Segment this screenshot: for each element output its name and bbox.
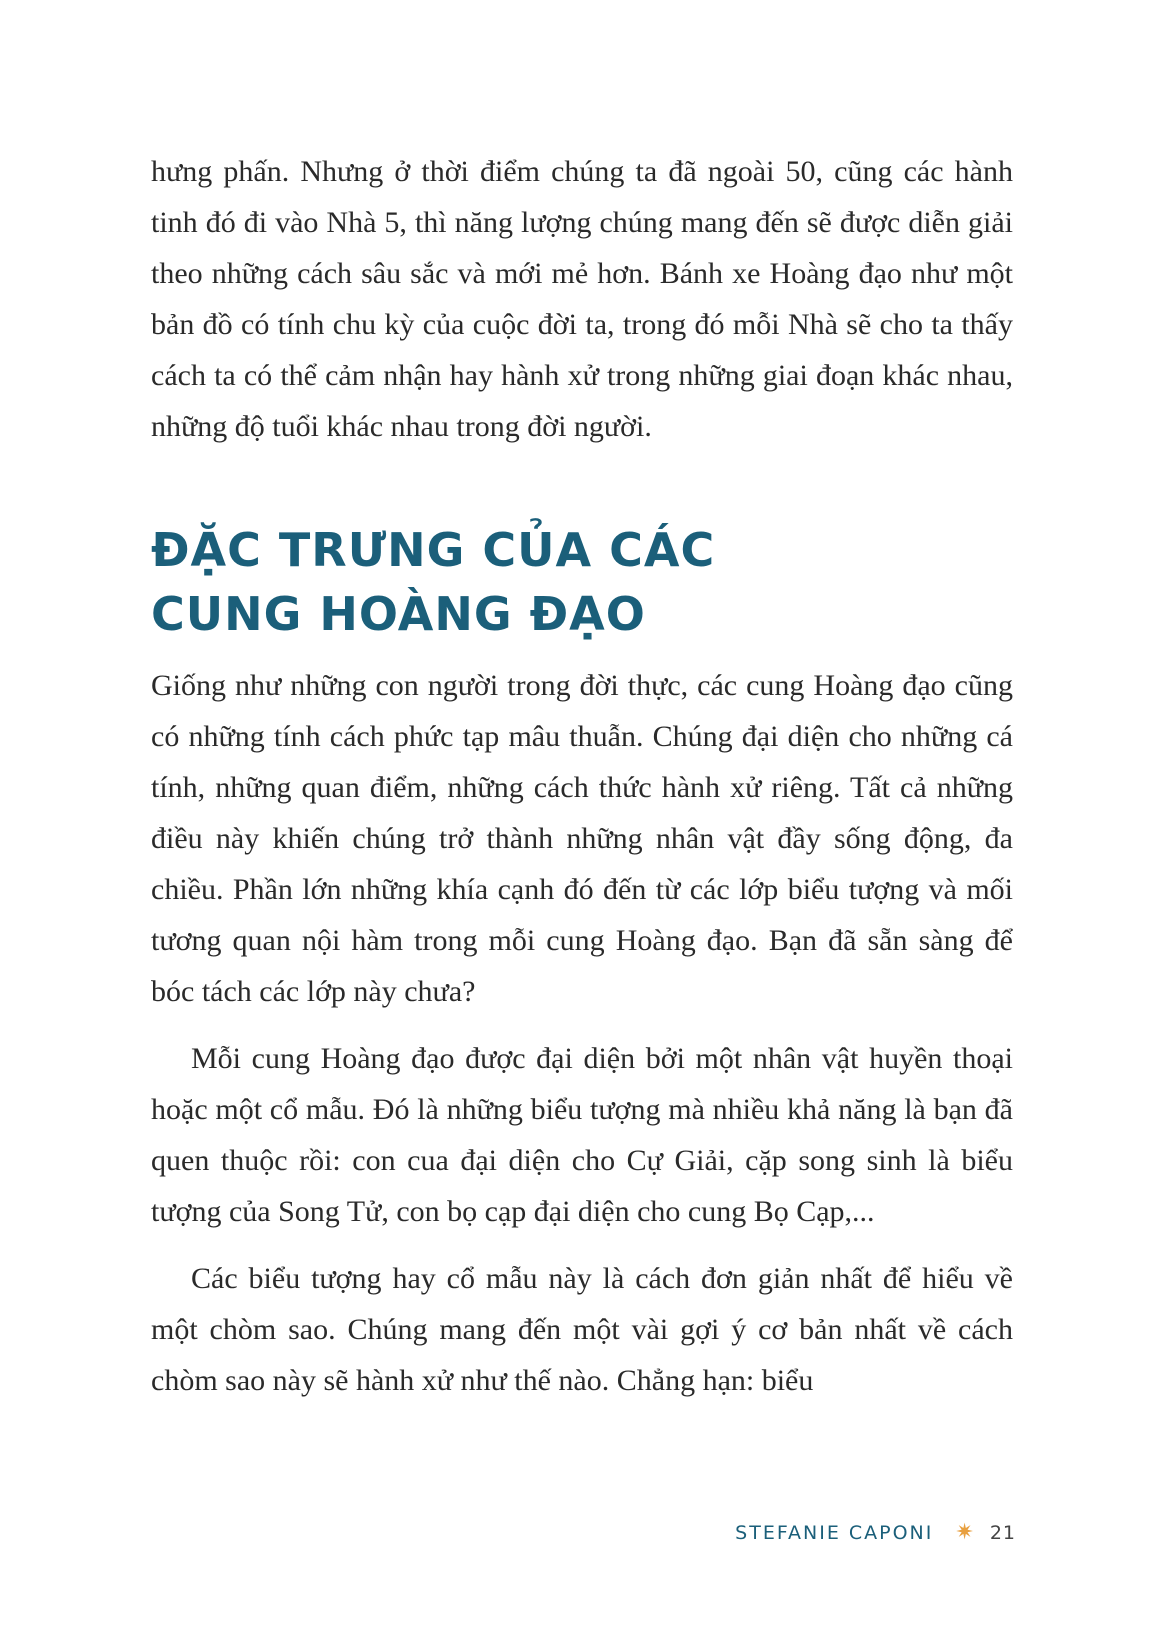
body-paragraph: hưng phấn. Nhưng ở thời điểm chúng ta đã ngoài 50, cũng các hành tinh đó đi vào Nhà 5, thì năng lượng chúng mang đến sẽ được diễn giải theo những cách sâu sắc và mới mẻ hơn. Bánh xe Hoàng đạo như một bản đồ có tính chu kỳ của cuộc đời ta, trong đó mỗi Nhà sẽ cho ta thấy cách ta có thể cảm nhận hay hành xử trong những giai đoạn khác nhau, những độ tuổi khác nhau trong đời người. — [151, 155, 1013, 443]
body-paragraph: Các biểu tượng hay cổ mẫu này là cách đơn giản nhất để hiểu về một chòm sao. Chúng mang đến một vài gợi ý cơ bản nhất về cách chòm sao này sẽ hành xử như thế nào. Chẳng hạn: biểu — [151, 1262, 1013, 1397]
body-paragraph: Giống như những con người trong đời thực, các cung Hoàng đạo cũng có những tính cách phức tạp mâu thuẫn. Chúng đại diện cho những cá tính, những quan điểm, những cách thức hành xử riêng. Tất cả những điều này khiến chúng trở thành những nhân vật đầy sống động, đa chiều. Phần lớn những khía cạnh đó đến từ các lớp biểu tượng và mối tương quan nội hàm trong mỗi cung Hoàng đạo. Bạn đã sẵn sàng để bóc tách các lớp này chưa? — [151, 669, 1013, 1008]
author-name: STEFANIE CAPONI — [735, 1521, 934, 1544]
page-content — [151, 146, 1013, 1406]
page-number: 21 — [989, 1521, 1016, 1544]
section-heading: ĐẶC TRƯNG CỦA CÁC CUNG HOÀNG ĐẠO — [151, 523, 716, 641]
asterisk-star-icon: ✷ — [955, 1520, 976, 1545]
page-footer — [735, 1520, 1016, 1545]
body-paragraph: Mỗi cung Hoàng đạo được đại diện bởi một nhân vật huyền thoại hoặc một cổ mẫu. Đó là những biểu tượng mà nhiều khả năng là bạn đã quen thuộc rồi: con cua đại diện cho Cự Giải, cặp song sinh là biểu tượng của Song Tử, con bọ cạp đại diện cho cung Bọ Cạp,... — [151, 1042, 1013, 1228]
